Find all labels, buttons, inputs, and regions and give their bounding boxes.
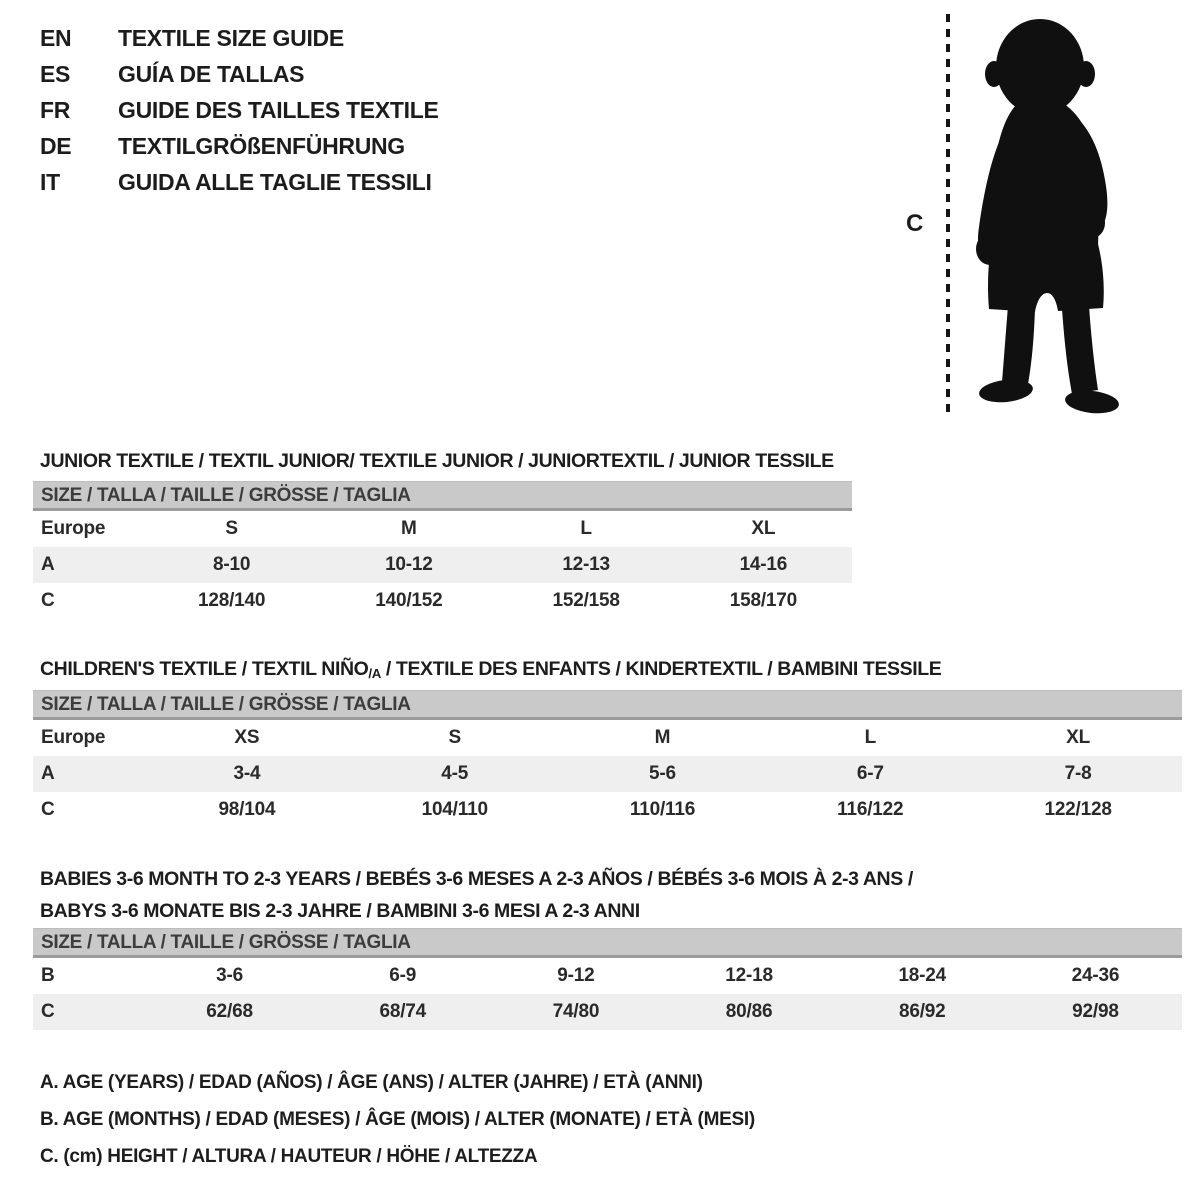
junior-size-table <box>33 481 852 619</box>
size-header-bar: SIZE / TALLA / TAILLE / GRÖSSE / TAGLIA <box>33 690 1182 720</box>
language-title: TEXTILGRÖßENFÜHRUNG <box>118 132 405 159</box>
row-label: C <box>41 799 55 820</box>
language-title: GUIDA ALLE TAGLIE TESSILI <box>118 168 432 195</box>
language-code: ES <box>40 60 71 87</box>
table-cell: 104/110 <box>421 799 488 820</box>
row-label: A <box>41 554 55 575</box>
size-header-bar: SIZE / TALLA / TAILLE / GRÖSSE / TAGLIA <box>33 481 852 511</box>
legend-line-b: B. AGE (MONTHS) / EDAD (MESES) / ÂGE (MOIS) / ALTER (MONATE) / ETÀ (MESI) <box>40 1109 755 1130</box>
table-cell: 10-12 <box>385 554 433 575</box>
column-header: M <box>654 727 671 748</box>
table-cell: 62/68 <box>206 1001 253 1022</box>
column-header: S <box>448 727 461 748</box>
column-header: L <box>864 727 876 748</box>
table-cell: 122/128 <box>1044 799 1112 820</box>
table-cell: 86/92 <box>898 1001 946 1022</box>
legend <box>40 1064 755 1175</box>
language-row-it <box>40 164 439 200</box>
language-title: TEXTILE SIZE GUIDE <box>118 24 344 51</box>
table-row <box>33 547 852 583</box>
table-cell: 3-6 <box>216 965 244 986</box>
table-cell: 12-13 <box>562 554 610 575</box>
language-row-de <box>40 128 439 164</box>
row-label: C <box>41 590 55 611</box>
table-row <box>33 583 852 619</box>
table-cell: 5-6 <box>649 763 676 784</box>
legend-line-c: C. (cm) HEIGHT / ALTURA / HAUTEUR / HÖHE / ALTEZZA <box>40 1146 538 1167</box>
table-cell: 140/152 <box>375 590 443 611</box>
height-measure-dashed-line <box>946 14 950 416</box>
table-cell: 98/104 <box>218 799 276 820</box>
column-header: S <box>225 518 238 539</box>
table-cell: 116/122 <box>837 799 904 820</box>
babies-title-line2: BABYS 3-6 MONATE BIS 2-3 JAHRE / BAMBINI 3-6 MESI A 2-3 ANNI <box>40 900 640 923</box>
row-label: B <box>41 965 55 986</box>
children-size-table <box>33 690 1182 828</box>
table-cell: 68/74 <box>379 1001 427 1022</box>
table-row <box>33 756 1182 792</box>
table-cell: 7-8 <box>1064 763 1092 784</box>
table-header-row <box>33 720 1182 756</box>
table-cell: 3-4 <box>233 763 261 784</box>
table-cell: 128/140 <box>197 590 266 611</box>
column-header: Europe <box>41 518 106 539</box>
table-cell: 8-10 <box>213 554 251 575</box>
column-header: Europe <box>41 727 106 748</box>
language-code: EN <box>40 24 72 51</box>
language-title: GUÍA DE TALLAS <box>118 60 305 87</box>
column-header: XL <box>1066 727 1091 748</box>
language-row-fr <box>40 92 439 128</box>
column-header: L <box>580 518 592 539</box>
table-row <box>33 792 1182 828</box>
height-measure-label: C <box>906 210 924 237</box>
table-cell: 110/116 <box>629 799 696 820</box>
table-cell: 12-18 <box>725 965 773 986</box>
children-title-subscript: /A <box>368 666 381 682</box>
table-header-row <box>33 511 852 547</box>
table-cell: 14-16 <box>739 554 788 575</box>
language-list <box>40 20 439 200</box>
children-title-text: CHILDREN'S TEXTILE / TEXTIL NIÑO <box>40 658 369 681</box>
children-section-title <box>40 658 941 681</box>
table-cell: 152/158 <box>552 590 620 611</box>
table-cell: 6-9 <box>389 965 417 986</box>
table-cell: 9-12 <box>557 965 595 986</box>
children-title-text: / TEXTILE DES ENFANTS / KINDERTEXTIL / BAMBINI TESSILE <box>380 658 942 681</box>
language-code: FR <box>40 96 71 123</box>
legend-line-a: A. AGE (YEARS) / EDAD (AÑOS) / ÂGE (ANS) / ALTER (JAHRE) / ETÀ (ANNI) <box>40 1072 703 1093</box>
table-row <box>33 958 1182 994</box>
language-code: IT <box>40 168 60 195</box>
table-cell: 6-7 <box>856 763 884 784</box>
babies-title-line1: BABIES 3-6 MONTH TO 2-3 YEARS / BEBÉS 3-6 MESES A 2-3 AÑOS / BÉBÉS 3-6 MOIS À 2-3 ANS / <box>40 868 913 891</box>
language-row-es <box>40 56 439 92</box>
row-label: C <box>41 1001 55 1022</box>
column-header: XL <box>751 518 776 539</box>
column-header: M <box>401 518 417 539</box>
column-header: XS <box>234 727 260 748</box>
baby-silhouette-icon <box>962 12 1137 417</box>
size-header-bar: SIZE / TALLA / TAILLE / GRÖSSE / TAGLIA <box>33 928 1182 958</box>
table-row <box>33 994 1182 1030</box>
table-cell: 4-5 <box>441 763 469 784</box>
language-code: DE <box>40 132 72 159</box>
table-cell: 92/98 <box>1072 1001 1119 1022</box>
row-label: A <box>41 763 55 784</box>
junior-section-title: JUNIOR TEXTILE / TEXTIL JUNIOR/ TEXTILE JUNIOR / JUNIORTEXTIL / JUNIOR TESSILE <box>40 450 834 473</box>
table-cell: 158/170 <box>729 590 798 611</box>
language-title: GUIDE DES TAILLES TEXTILE <box>118 96 439 123</box>
language-row-en <box>40 20 439 56</box>
table-cell: 80/86 <box>725 1001 773 1022</box>
table-cell: 24-36 <box>1071 965 1120 986</box>
table-cell: 74/80 <box>552 1001 600 1022</box>
babies-size-table <box>33 928 1182 1030</box>
table-cell: 18-24 <box>898 965 947 986</box>
babies-section-title <box>40 863 913 927</box>
